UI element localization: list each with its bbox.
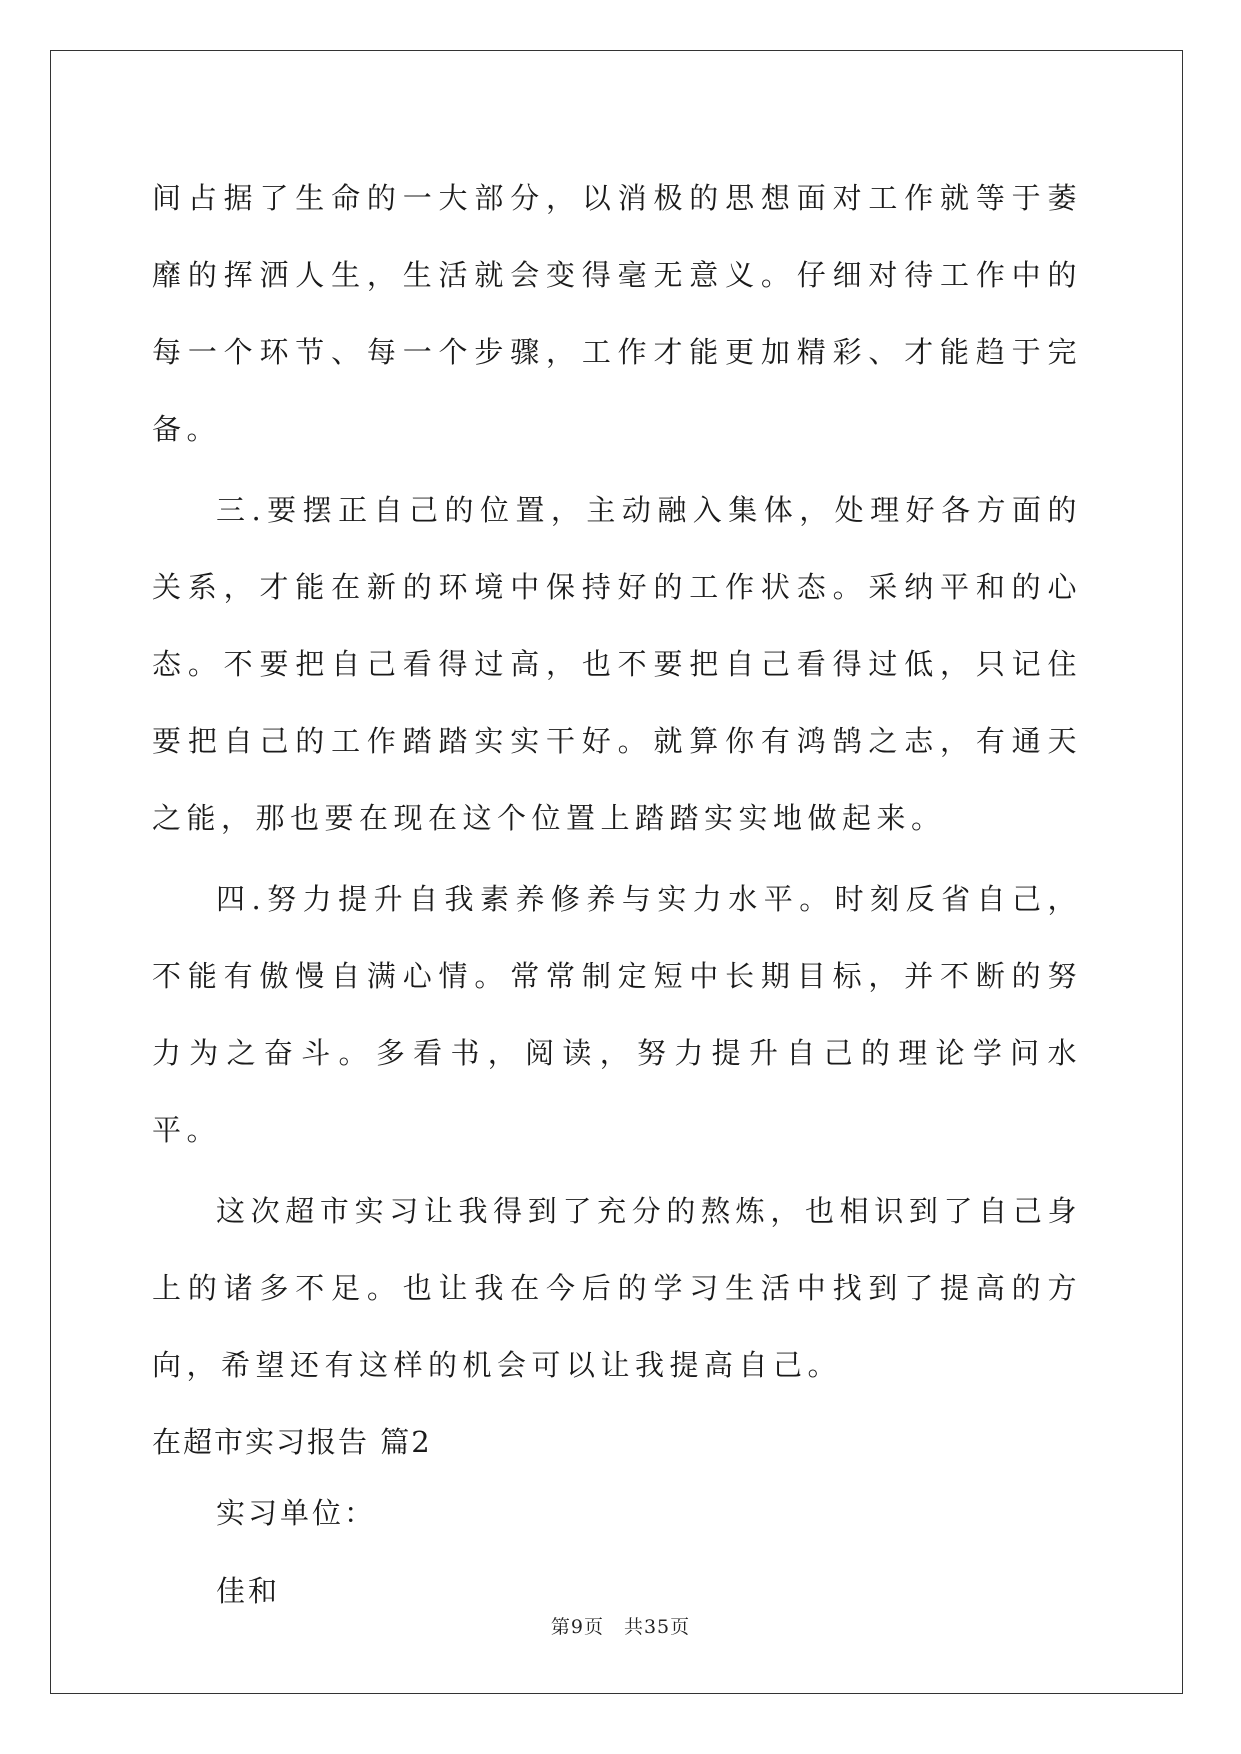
internship-unit-label: 实习单位： — [216, 1496, 377, 1530]
paragraph-point-four: 四.努力提升自我素养修养与实力水平。时刻反省自己，不能有傲慢自满心情。常常制定短中长期目标，并不断的努力为之奋斗。多看书，阅读，努力提升自己的理论学问水平。 — [152, 882, 1082, 1147]
page-footer: 第9页 共35页 — [550, 1616, 691, 1638]
paragraph-continuation: 间占据了生命的一大部分，以消极的思想面对工作就等于萎靡的挥洒人生，生活就会变得毫无意义。仔细对待工作中的每一个环节、每一个步骤，工作才能更加精彩、才能趋于完备。 — [152, 181, 1082, 446]
paragraph-conclusion: 这次超市实习让我得到了充分的熬炼，也相识到了自己身上的诸多不足。也让我在今后的学习生活中找到了提高的方向，希望还有这样的机会可以让我提高自己。 — [152, 1194, 1082, 1382]
paragraph-point-three: 三.要摆正自己的位置，主动融入集体，处理好各方面的关系，才能在新的环境中保持好的工作状态。采纳平和的心态。不要把自己看得过高，也不要把自己看得过低，只记住要把自己的工作踏踏实实干好。就算你有鸿鹄之志，有通天之能，那也要在现在这个位置上踏踏实实地做起来。 — [152, 493, 1082, 835]
section-heading: 在超市实习报告 篇2 — [152, 1425, 432, 1459]
internship-unit-value: 佳和 — [216, 1574, 281, 1608]
document-body — [152, 160, 1082, 1630]
